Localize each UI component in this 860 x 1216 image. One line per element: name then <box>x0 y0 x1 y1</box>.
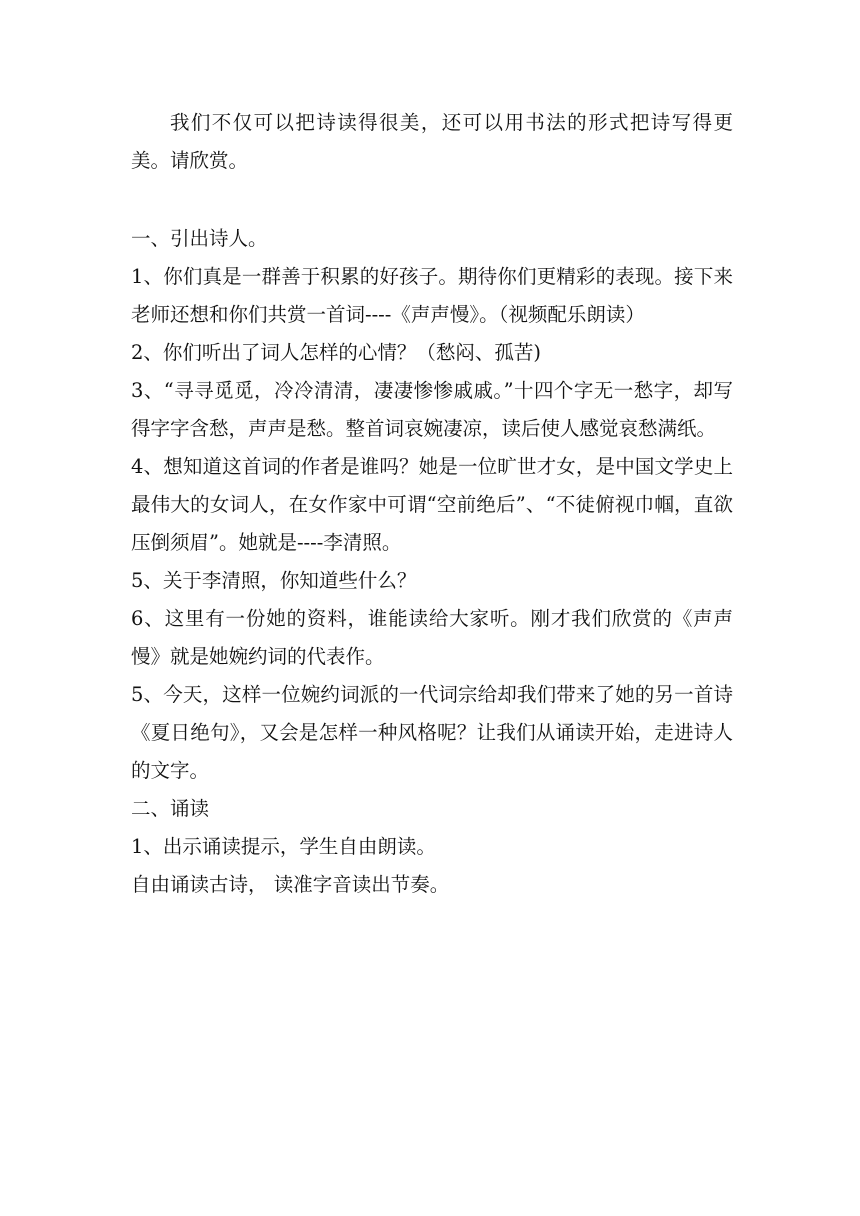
paragraph-2-2: 自由诵读古诗， 读准字音读出节奏。 <box>131 873 450 896</box>
paragraph-2-1: 1、出示诵读提示，学生自由朗读。 <box>131 835 436 858</box>
paragraph-1-2: 2、你们听出了词人怎样的心情？（愁闷、孤苦) <box>131 341 542 364</box>
paragraph-spacer <box>131 180 733 220</box>
paragraph-1-7: 5、今天，这样一位婉约词派的一代词宗给却我们带来了她的另一首诗《夏日绝句》，又会是怎样一种风格呢？让我们从诵读开始，走进诗人的文字。 <box>131 683 733 782</box>
intro-paragraph: 我们不仅可以把诗读得很美，还可以用书法的形式把诗写得更美。请欣赏。 <box>131 111 733 172</box>
paragraph-1-3: 3、“寻寻觅觅，冷冷清清，凄凄惨惨戚戚。”十四个字无一愁字，却写得字字含愁，声声是愁。整首词哀婉凄凉，读后使人感觉哀愁满纸。 <box>131 379 733 440</box>
document-body <box>131 104 733 904</box>
paragraph-1-1: 1、你们真是一群善于积累的好孩子。期待你们更精彩的表现。接下来老师还想和你们共赏一首词----《声声慢》。（视频配乐朗读） <box>131 265 733 326</box>
section-heading-2: 二、诵读 <box>131 797 210 820</box>
section-heading-1: 一、引出诗人。 <box>131 227 268 250</box>
paragraph-1-6: 6、这里有一份她的资料，谁能读给大家听。刚才我们欣赏的《声声慢》就是她婉约词的代表作。 <box>131 607 733 668</box>
paragraph-1-4: 4、想知道这首词的作者是谁吗？她是一位旷世才女，是中国文学史上最伟大的女词人，在女作家中可谓“空前绝后”、“不徒俯视巾帼，直欲压倒须眉”。她就是----李清照。 <box>131 455 733 554</box>
paragraph-1-5: 5、关于李清照，你知道些什么？ <box>131 569 417 592</box>
